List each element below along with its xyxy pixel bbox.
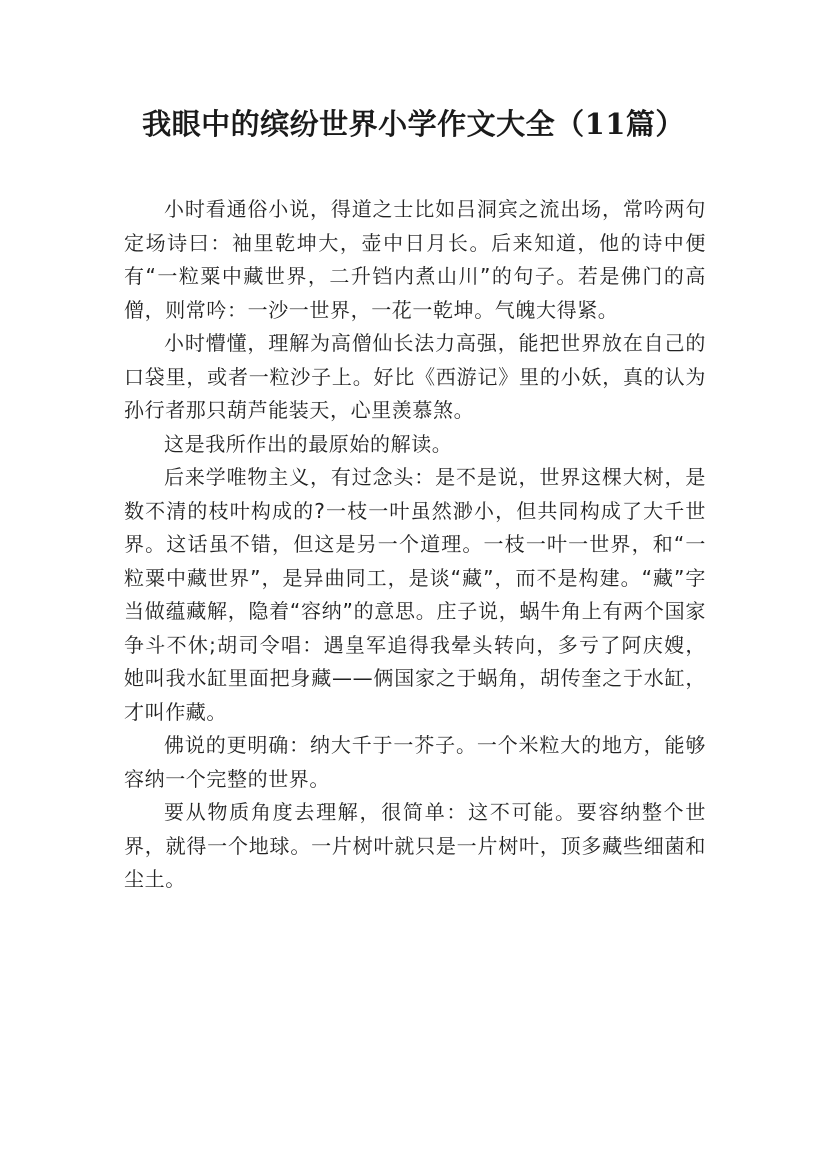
paragraph-3: 这是我所作出的最原始的解读。 — [164, 431, 453, 456]
paragraph-2: 小时懵懂，理解为高僧仙长法力高强，能把世界放在自己的口袋里，或者一粒沙子上。好比《西游记》里的小妖，真的认为孙行者那只葫芦能装天，心里羡慕煞。 — [124, 331, 706, 422]
paragraph-6: 要从物质角度去理解，很简单：这不可能。要容纳整个世界，就得一个地球。一片树叶就只是一片树叶，顶多藏些细菌和尘土。 — [124, 800, 706, 891]
paragraph-5: 佛说的更明确：纳大千于一芥子。一个米粒大的地方，能够容纳一个完整的世界。 — [124, 733, 706, 791]
document-body — [124, 193, 706, 897]
paragraph-4: 后来学唯物主义，有过念头：是不是说，世界这棵大树，是数不清的枝叶构成的?一枝一叶虽然渺小，但共同构成了大千世界。这话虽不错，但这是另一个道理。一枝一叶一世界，和“一粒粟中藏世界”，是异曲同工，是谈“藏”，而不是构建。“藏”字当做蕴藏解，隐着“容纳”的意思。庄子说，蜗牛角上有两个国家争斗不休;胡司令唱：遇皇军追得我晕头转向，多亏了阿庆嫂，她叫我水缸里面把身藏——俩国家之于蜗角，胡传奎之于水缸，才叫作藏。 — [124, 465, 706, 724]
paragraph-1: 小时看通俗小说，得道之士比如吕洞宾之流出场，常吟两句定场诗曰：袖里乾坤大，壶中日月长。后来知道，他的诗中便有“一粒粟中藏世界，二升铛内煮山川”的句子。若是佛门的高僧，则常吟：一沙一世界，一花一乾坤。气魄大得紧。 — [124, 197, 706, 322]
document-title: 我眼中的缤纷世界小学作文大全（11篇） — [142, 107, 685, 141]
